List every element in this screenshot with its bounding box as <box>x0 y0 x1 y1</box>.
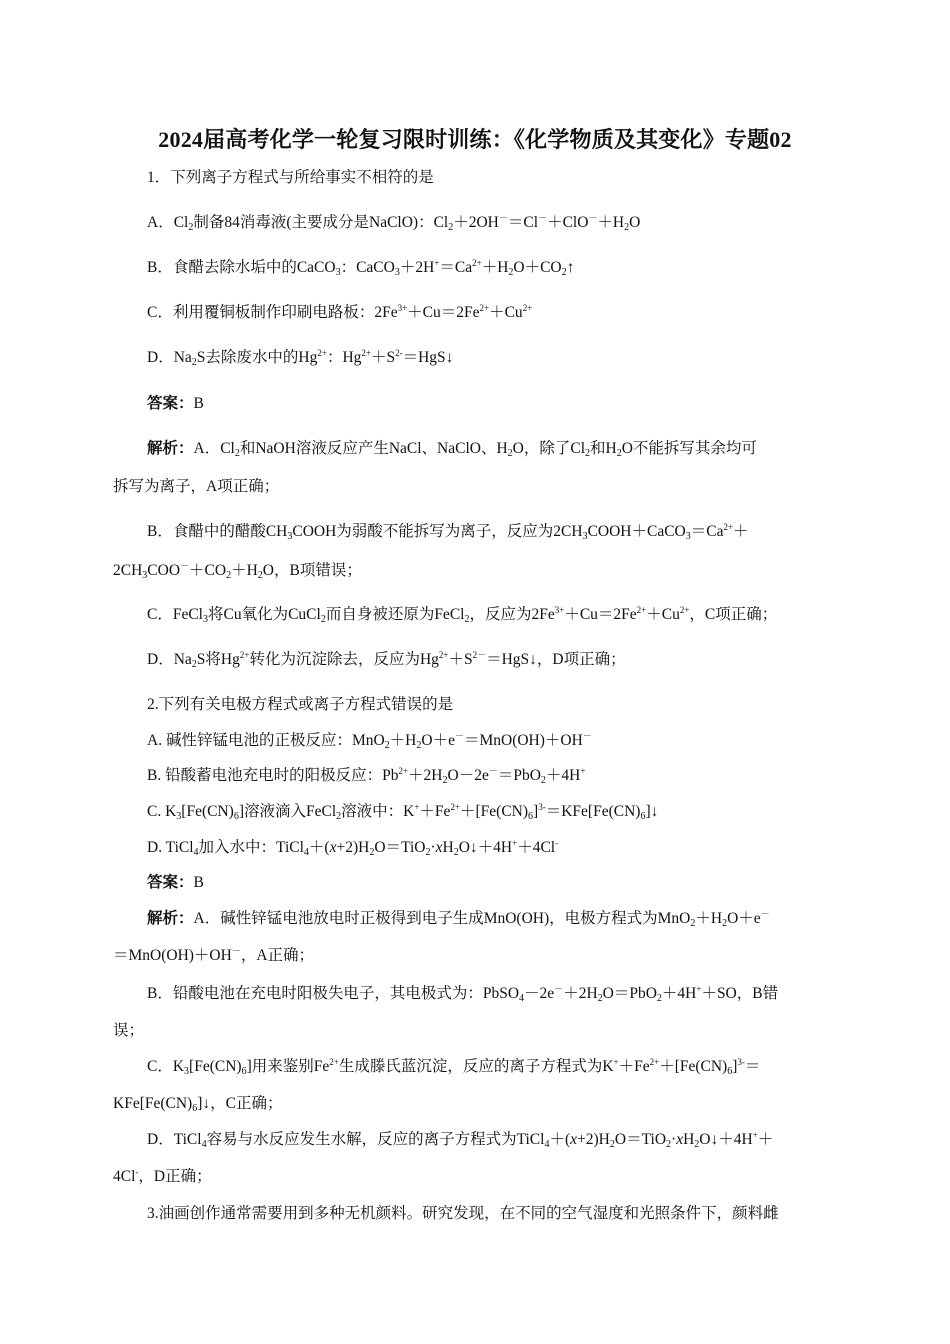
q2-explanation-line-3: B．铅酸电池在充电时阳极失电子，其电极式为：$PbSO_4-2e^-+2H_2O=PbO_2+4H^++SO$，B错 <box>147 984 779 1004</box>
q2-option-b: B. 铅酸蓄电池充电时的阳极反应：$Pb^{2+}+2H_2O-2e^-=PbO_2+4H^+$ <box>147 766 586 786</box>
q1-explanation-line-2: 拆写为离子，A项正确； <box>113 478 280 495</box>
q2-option-c: C. $K_3[Fe(CN)_6]$溶液滴入FeCl$_2$溶液中：$K^++Fe^{2+}+[Fe(CN)_6]^{3-}=KFe[Fe(CN)_6]↓$ <box>147 802 659 822</box>
q2-explanation-line-7: D．TiCl$_4$容易与水反应发生水解，反应的离子方程式为$TiCl_4+(x+2)H_2O=TiO_2\cdot xH_2O↓+4H^++$ <box>147 1130 774 1150</box>
q2-stem: 2.下列有关电极方程式或离子方程式错误的是 <box>147 696 454 713</box>
q3-stem: 3.油画创作通常需要用到多种无机颜料。研究发现，在不同的空气湿度和光照条件下，颜料雌 <box>147 1205 779 1222</box>
q2-explanation-line-1: 解析：A．碱性锌锰电池放电时正极得到电子生成MnO(OH)，电极方程式为$MnO_2+H_2O+e^-$ <box>147 909 770 929</box>
q2-explanation-line-2: ＝MnO(OH)＋OH－，A正确； <box>113 946 315 964</box>
q2-option-d: D. TiCl$_4$加入水中：$TiCl_4+(x+2)H_2O=TiO_2\cdot xH_2O↓+4H^++4Cl^-$ <box>147 838 559 858</box>
q1-explanation-line-1: 解析：A．$Cl_2$和NaOH溶液反应产生NaCl、NaClO、$H_2O$，除了$Cl_2$和$H_2O$不能拆写其余均可 <box>147 440 757 459</box>
q1-explanation-line-4: $2CH_3COO^-+CO_2+H_2O$，B项错误； <box>113 561 362 581</box>
q2-explanation-line-4: 误； <box>113 1022 145 1039</box>
q1-explanation-line-5: C．FeCl$_3$将Cu氧化为CuCl$_2$而自身被还原为FeCl$_2$，反应为$2Fe^{3+}+Cu=2Fe^{2+}+Cu^{2+}$，C项正确； <box>147 605 778 625</box>
q2-explanation-line-5: C．$K_3[Fe(CN)_6]$用来鉴别$Fe^{2+}$生成滕氏蓝沉淀，反应的离子方程式为$K^++Fe^{2+}+[Fe(CN)_6]^{3-}=$ <box>147 1057 761 1077</box>
q2-explanation-line-8: 4Cl-，D正确； <box>113 1167 212 1185</box>
q1-explanation-line-3: B．食醋中的醋酸$CH_3COOH$为弱酸不能拆写为离子，反应为$2CH_3COOH+CaCO_3=Ca^{2+}+$ <box>147 522 749 542</box>
q1-explanation-line-6: D．$Na_2S$将$Hg^{2+}$转化为沉淀除去，反应为$Hg^{2+}+S^{2-}=HgS↓$，D项正确； <box>147 650 626 670</box>
q1-option-d: D．$Na_2S$去除废水中的$Hg^{2+}$：$Hg^{2+}+S^{2-}=HgS↓$ <box>147 348 454 368</box>
q2-option-a: A. 碱性锌锰电池的正极反应：$MnO_2+H_2O+e^-=MnO(OH)+OH^-$ <box>147 731 592 751</box>
q1-option-a: A．$Cl_2$制备84消毒液(主要成分是NaClO)：$Cl_2+2OH^-=Cl^-+ClO^-+H_2O$ <box>147 213 641 233</box>
q1-option-b: B．食醋去除水垢中的CaCO$_3$：$CaCO_3+2H^+=Ca^{2+}+H_2O+CO_2↑$ <box>147 258 575 278</box>
q1-answer: 答案：B <box>147 395 204 412</box>
q2-explanation-line-6: $KFe[Fe(CN)_6]↓$，C正确； <box>113 1095 283 1114</box>
page-title: 2024届高考化学一轮复习限时训练：《化学物质及其变化》专题02 <box>158 127 792 152</box>
q2-answer: 答案：B <box>147 874 204 891</box>
q1-stem: 1．下列离子方程式与所给事实不相符的是 <box>147 169 434 186</box>
q1-option-c: C．利用覆铜板制作印刷电路板：$2Fe^{3+}+Cu=2Fe^{2+}+Cu^{2+}$ <box>147 303 533 321</box>
